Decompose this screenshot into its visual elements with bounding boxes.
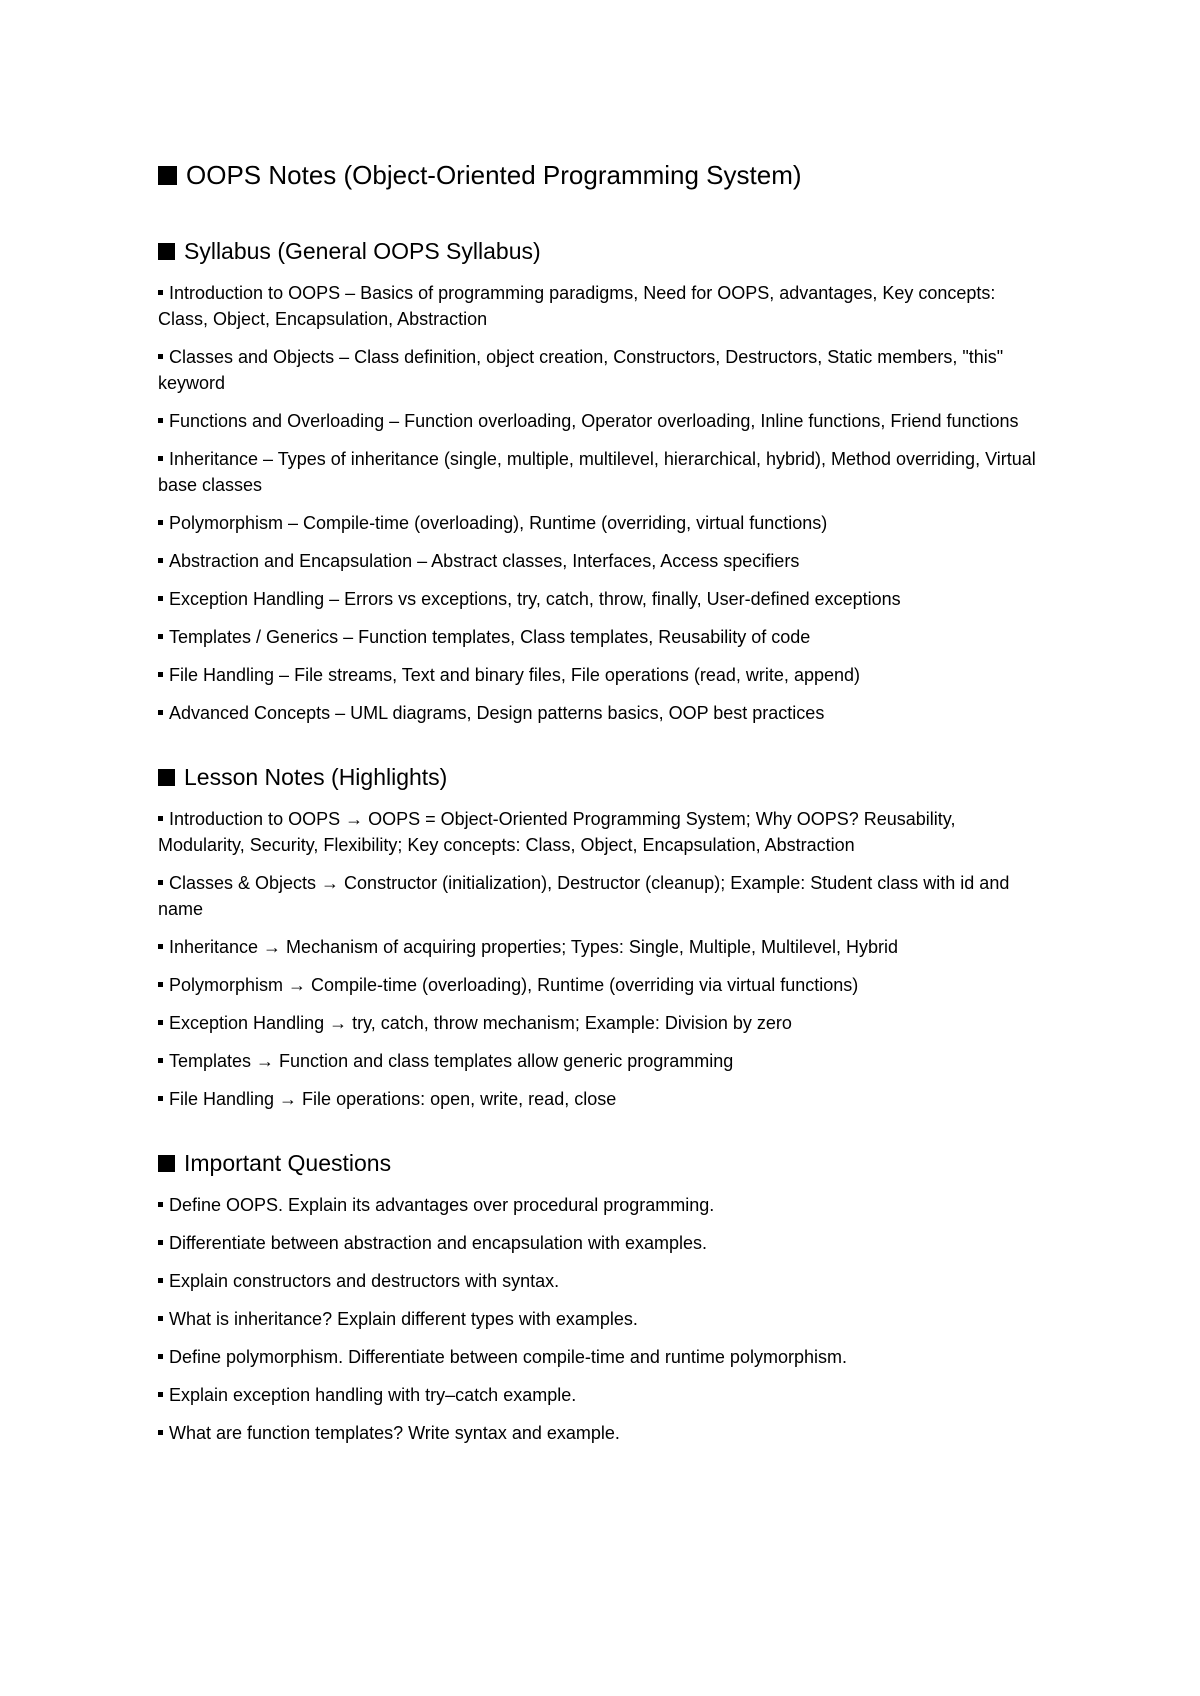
list-item [158, 408, 1040, 434]
list-item [158, 1048, 1040, 1074]
document-title-text: OOPS Notes (Object-Oriented Programming System) [186, 160, 802, 190]
list-item-text: Polymorphism → Compile-time (overloading), Runtime (overriding via virtual functions) [169, 975, 859, 995]
section-heading [158, 236, 1040, 266]
section-heading-text: Important Questions [184, 1150, 392, 1176]
bullet-dot-icon [158, 1020, 163, 1025]
bullet-dot-icon [158, 880, 163, 885]
list-item [158, 510, 1040, 536]
list-item-text: Explain exception handling with try–catch example. [169, 1385, 577, 1405]
bullet-dot-icon [158, 634, 163, 639]
list-item [158, 1268, 1040, 1294]
bullet-list [158, 280, 1040, 726]
list-item [158, 1306, 1040, 1332]
square-bullet-icon [158, 243, 175, 260]
bullet-dot-icon [158, 1430, 163, 1435]
list-item [158, 972, 1040, 998]
section-1 [158, 762, 1040, 1112]
list-item [158, 1420, 1040, 1446]
bullet-dot-icon [158, 1058, 163, 1063]
bullet-dot-icon [158, 982, 163, 987]
list-item [158, 344, 1040, 396]
square-bullet-icon [158, 166, 177, 185]
list-item [158, 586, 1040, 612]
list-item [158, 1230, 1040, 1256]
section-heading [158, 762, 1040, 792]
section-0 [158, 236, 1040, 726]
list-item-text: Define polymorphism. Differentiate between compile-time and runtime polymorphism. [169, 1347, 847, 1367]
square-bullet-icon [158, 1155, 175, 1172]
list-item [158, 624, 1040, 650]
section-heading [158, 1148, 1040, 1178]
list-item-text: Exception Handling → try, catch, throw mechanism; Example: Division by zero [169, 1013, 792, 1033]
list-item-text: File Handling – File streams, Text and binary files, File operations (read, write, append) [169, 665, 860, 685]
list-item-text: Introduction to OOPS – Basics of programming paradigms, Need for OOPS, advantages, Key concepts: Class, Object, Encapsulation, Abstraction [158, 283, 996, 329]
list-item [158, 1086, 1040, 1112]
list-item-text: Define OOPS. Explain its advantages over procedural programming. [169, 1195, 715, 1215]
bullet-dot-icon [158, 520, 163, 525]
list-item-text: What are function templates? Write syntax and example. [169, 1423, 620, 1443]
section-heading-text: Syllabus (General OOPS Syllabus) [184, 238, 541, 264]
list-item [158, 934, 1040, 960]
list-item-text: Exception Handling – Errors vs exceptions, try, catch, throw, finally, User-defined exceptions [169, 589, 901, 609]
bullet-list [158, 1192, 1040, 1446]
list-item [158, 1382, 1040, 1408]
list-item-text: Abstraction and Encapsulation – Abstract classes, Interfaces, Access specifiers [169, 551, 800, 571]
bullet-dot-icon [158, 944, 163, 949]
bullet-dot-icon [158, 558, 163, 563]
list-item-text: Advanced Concepts – UML diagrams, Design patterns basics, OOP best practices [169, 703, 825, 723]
bullet-dot-icon [158, 1202, 163, 1207]
list-item [158, 700, 1040, 726]
list-item [158, 1010, 1040, 1036]
bullet-dot-icon [158, 1316, 163, 1321]
list-item [158, 806, 1040, 858]
bullet-dot-icon [158, 354, 163, 359]
bullet-dot-icon [158, 1240, 163, 1245]
bullet-dot-icon [158, 816, 163, 821]
square-bullet-icon [158, 769, 175, 786]
list-item [158, 870, 1040, 922]
list-item [158, 1192, 1040, 1218]
list-item [158, 280, 1040, 332]
list-item-text: Classes & Objects → Constructor (initialization), Destructor (cleanup); Example: Student class with id and name [158, 873, 1010, 919]
section-heading-text: Lesson Notes (Highlights) [184, 764, 448, 790]
list-item-text: Templates → Function and class templates allow generic programming [169, 1051, 734, 1071]
bullet-dot-icon [158, 418, 163, 423]
list-item-text: Differentiate between abstraction and encapsulation with examples. [169, 1233, 707, 1253]
list-item-text: Polymorphism – Compile-time (overloading), Runtime (overriding, virtual functions) [169, 513, 828, 533]
list-item-text: Introduction to OOPS → OOPS = Object-Oriented Programming System; Why OOPS? Reusability, Modularity, Security, Flexibility; Key concepts: Class, Object, Encapsulation, Abstraction [158, 809, 956, 855]
bullet-dot-icon [158, 672, 163, 677]
bullet-dot-icon [158, 1392, 163, 1397]
list-item-text: Functions and Overloading – Function overloading, Operator overloading, Inline functions, Friend functions [169, 411, 1019, 431]
list-item-text: What is inheritance? Explain different types with examples. [169, 1309, 638, 1329]
list-item-text: Inheritance – Types of inheritance (single, multiple, multilevel, hierarchical, hybrid), Method overriding, Virtual base classes [158, 449, 1036, 495]
list-item-text: Templates / Generics – Function templates, Class templates, Reusability of code [169, 627, 811, 647]
list-item-text: Explain constructors and destructors with syntax. [169, 1271, 560, 1291]
bullet-dot-icon [158, 456, 163, 461]
bullet-dot-icon [158, 1278, 163, 1283]
bullet-dot-icon [158, 1096, 163, 1101]
list-item [158, 446, 1040, 498]
list-item-text: Classes and Objects – Class definition, object creation, Constructors, Destructors, Static members, "this" keyword [158, 347, 1004, 393]
sections-container [158, 236, 1040, 1446]
list-item-text: File Handling → File operations: open, write, read, close [169, 1089, 617, 1109]
list-item-text: Inheritance → Mechanism of acquiring properties; Types: Single, Multiple, Multilevel, Hybrid [169, 937, 898, 957]
document-title [158, 158, 1040, 192]
list-item [158, 662, 1040, 688]
bullet-list [158, 806, 1040, 1112]
bullet-dot-icon [158, 596, 163, 601]
list-item [158, 1344, 1040, 1370]
section-2 [158, 1148, 1040, 1446]
bullet-dot-icon [158, 290, 163, 295]
list-item [158, 548, 1040, 574]
bullet-dot-icon [158, 1354, 163, 1359]
bullet-dot-icon [158, 710, 163, 715]
